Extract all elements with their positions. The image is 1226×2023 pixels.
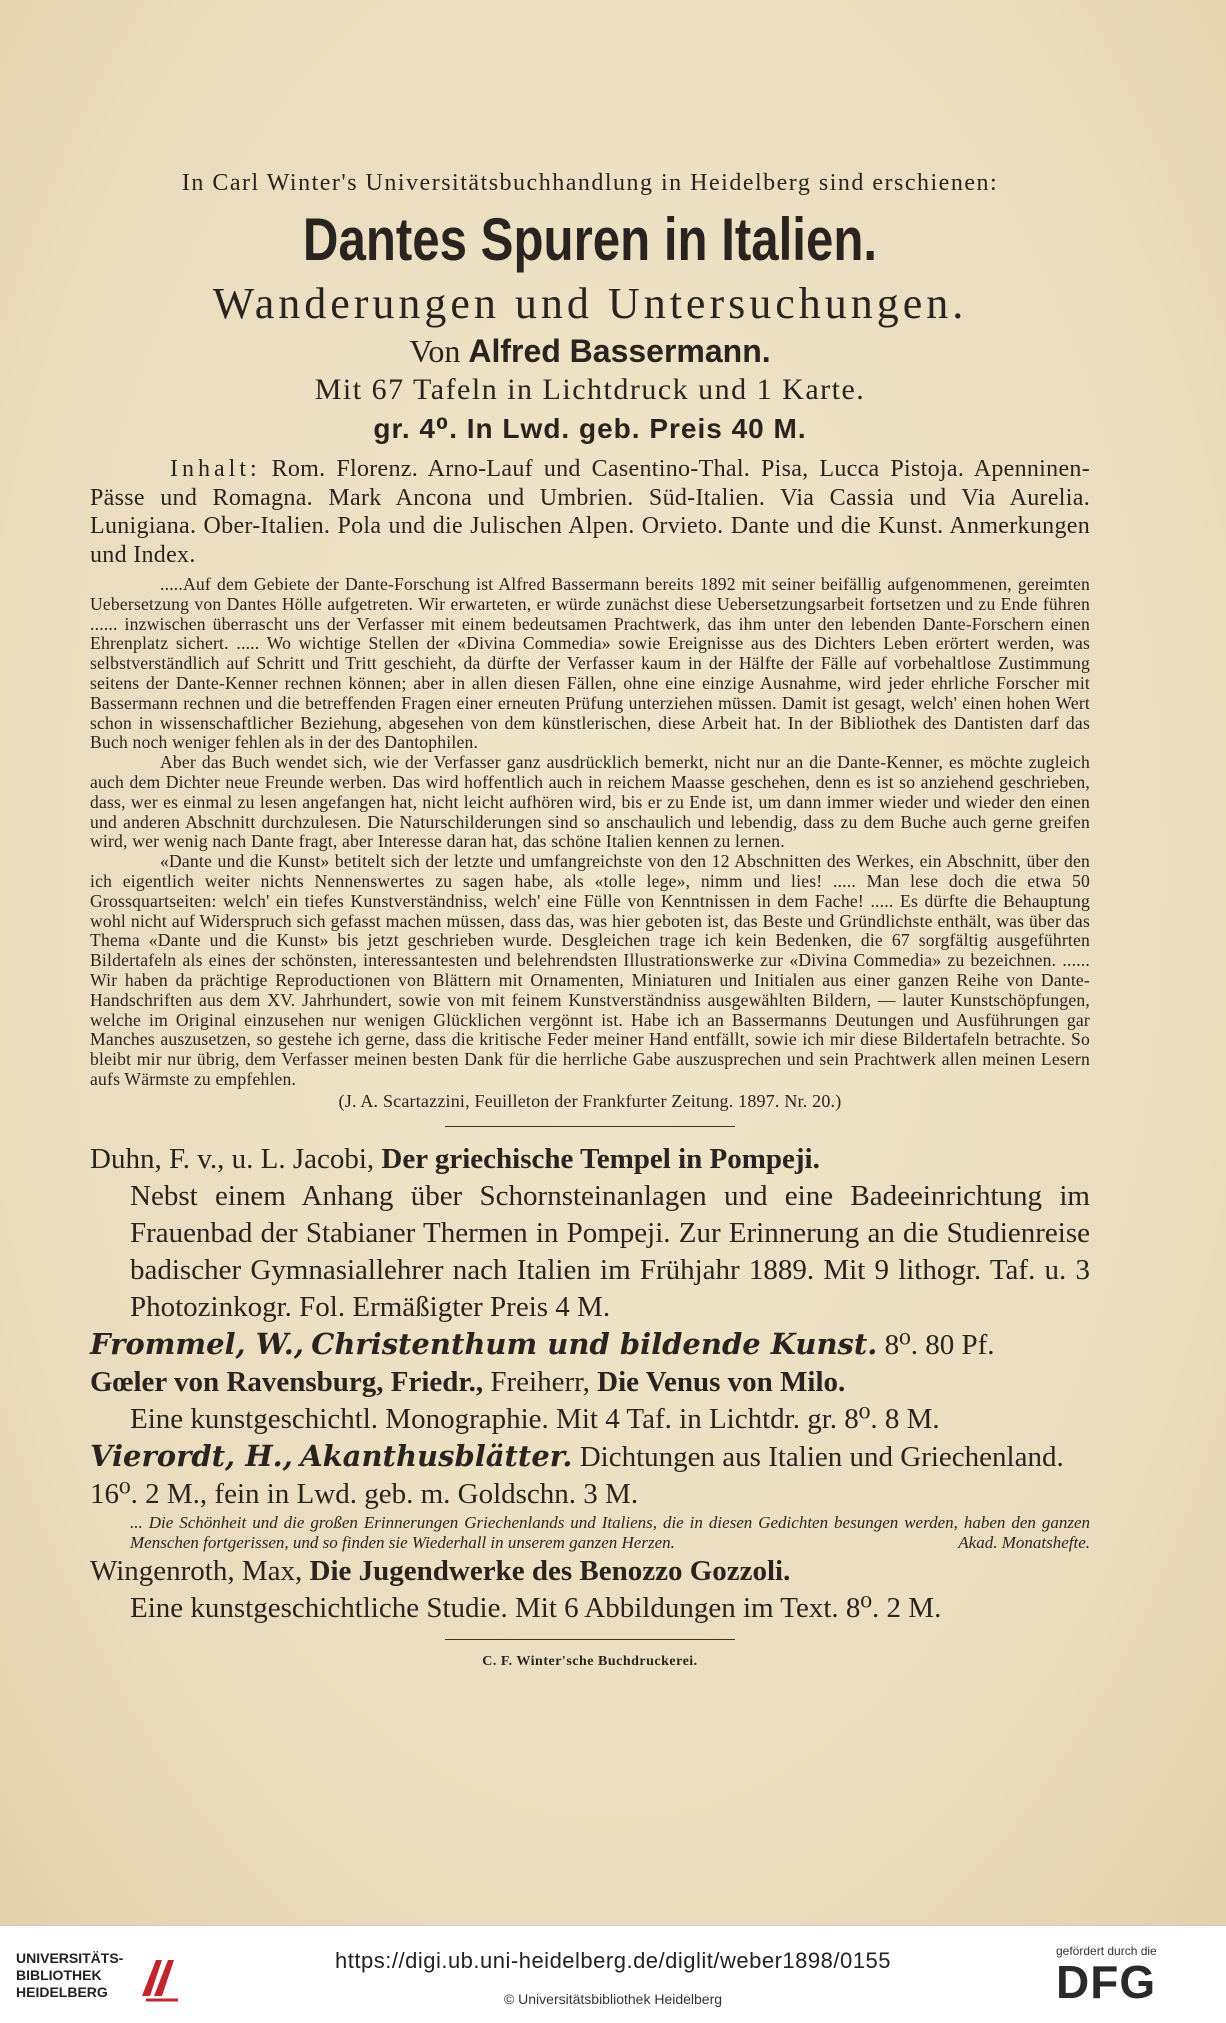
- entry-title: Christenthum und bildende Kunst.: [311, 1326, 878, 1361]
- entry-title: Die Jugendwerke des Benozzo Gozzoli.: [309, 1554, 791, 1587]
- entry-author: Vierordt, H.,: [90, 1438, 293, 1473]
- publisher-intro: In Carl Winter's Universitätsbuchhandlung in Heidelberg sind erschienen:: [181, 170, 999, 196]
- entry-author-extra: Freiherr,: [490, 1365, 590, 1398]
- entry-duhn: [90, 1141, 1090, 1326]
- entry-goeler: [90, 1364, 1090, 1438]
- contents-label: Inhalt:: [170, 456, 261, 482]
- review-paragraph-3: «Dante und die Kunst» betitelt sich der letzte und umfangreichste von den 12 Abschnitten des Werkes, ein Abschnitt, über den ich eigentlich weiter nichts Nennenswertes zu sagen habe, als «tolle lege», nimm und lies! ..... Man lese doch die etwa 50 Grossquartseiten: welch' ein tiefes Kunstverständniss, welch' eine Fülle von Kenntnissen in dem Fache! ..... Es dürfte die Behauptung wohl nicht auf Widerspruch sich gefasst machen müssen, dass das, was hier geboten ist, das Beste und Gründlichste enthält, was über das Thema «Dante und die Kunst» bis jetzt geschrieben wurde. Desgleichen trage ich kein Bedenken, die 67 sorgfältig ausgeführten Bildertafeln als eines der schönsten, interessantesten und belehrendsten Illustrationswerke zur «Divina Commedia» zu bezeichnen. ...... Wir haben da prächtige Reproductionen von Blättern mit Ornamenten, Miniaturen und Initialen aus einer ganzen Reihe von Dante-Handschriften aus dem XV. Jahrhundert, sowie von mit feinem Kunstverständniss ausgewählten Bildern, — lauter Kunstschöpfungen, welche im Original einzusehen nur wenigen Glücklichen vergönnt ist. Habe ich an Bassermanns Deutungen und Ausführungen gar Manches auszusetzen, so gestehe ich gerne, dass die kritische Feder meiner Hand entfällt, sowie ich mir diese Bildertafeln betrachte. So bleibt mir nur übrig, dem Verfasser meinen besten Dank für die herrliche Gabe auszusprechen und sein Prachtwerk allen meinen Lesern aufs Wärmste zu empfehlen.: [90, 851, 1090, 1089]
- entry-details: Eine kunstgeschichtl. Monographie. Mit 4 Taf. in Lichtdr. gr. 8⁰. 8 M.: [130, 1402, 940, 1435]
- book-title: Dantes Spuren in Italien.: [302, 206, 878, 273]
- entry-details: Dichtungen aus Italien und Griechenland. 16⁰. 2 M., fein in Lwd. geb. m. Goldschn. 3 M.: [90, 1440, 1064, 1510]
- price-info: gr. 4⁰. In Lwd. geb. Preis 40 M.: [373, 413, 807, 444]
- entry-quote: [90, 1513, 1090, 1553]
- library-line-1: UNIVERSITÄTS-: [16, 1950, 124, 1966]
- review-paragraph-2: Aber das Buch wendet sich, wie der Verfasser ganz ausdrücklich bemerkt, nicht nur an die Dante-Kenner, es möchte zugleich auch dem Dichter neue Freunde werben. Das wird hoffentlich auch in reichem Maasse geschehen, denn es ist so anziehend geschrieben, dass, wer es einmal zu lesen angefangen hat, nicht leicht aufhören wird, bis er zu Ende ist, um dann immer wieder und wieder den einen und anderen Abschnitt durchzulesen. Die Naturschilderungen sind so anschaulich und lebendig, dass zu dem Buche auch gerne greifen wird, wer wenig nach Dante fragt, aber Interesse daran hat, das schöne Italien kennen zu lernen.: [90, 752, 1090, 852]
- library-line-3: HEIDELBERG: [16, 1984, 108, 2000]
- entry-vierordt: [90, 1438, 1090, 1553]
- entry-vierordt-head: [90, 1438, 1090, 1513]
- review-block: [90, 575, 1090, 1112]
- page-content: [90, 170, 1090, 1670]
- entry-author: Duhn, F. v., u. L. Jacobi,: [90, 1142, 375, 1175]
- viewer-footer: [0, 1925, 1226, 2023]
- contents-text: Rom. Florenz. Arno-Lauf und Casentino-Thal. Pisa, Lucca Pistoja. Apenninen-Pässe und Romagna. Mark Ancona und Umbrien. Süd-Italien. Via Cassia und Via Aurelia. Lunigiana. Ober-Italien. Pola und die Julischen Alpen. Orvieto. Dante und die Kunst. Anmerkungen und Index.: [90, 456, 1090, 568]
- entry-goeler-head: [90, 1364, 1090, 1401]
- entry-details: Eine kunstgeschichtliche Studie. Mit 6 Abbildungen im Text. 8⁰. 2 M.: [130, 1591, 942, 1624]
- funding-label: gefördert durch die: [1056, 1944, 1157, 1958]
- author-name: Alfred Bassermann.: [468, 333, 771, 369]
- review-paragraph-1: .....Auf dem Gebiete der Dante-Forschung ist Alfred Bassermann bereits 1892 mit seiner beifällig aufgenommenen, gereimten Uebersetzung von Dantes Hölle aufgetreten. Wir erwarteten, er würde zunächst diese Uebersetzungsarbeit fortsetzen und zu Ende führen ...... inzwischen überrascht uns der Verfasser mit einem bedeutsamen Prachtwerk, das ihm unter den lebenden Dante-Forschern einen Ehrenplatz sichert. ..... Wo wichtige Stellen der «Divina Commedia» sowie Ereignisse aus des Dichters Leben erörtert werden, was selbstverständlich auf Schritt und Tritt geschieht, da dürfte der Verfasser kaum in der Hälfte der Fälle auf vorbehaltlose Zustimmung seitens der Dante-Kenner rechnen können; aber in allen diesen Fällen, ohne eine einzige Ausnahme, wird jeder ehrliche Forscher mit Bassermann rechnen und die betreffenden Fragen einer erneuten Prüfung unterziehen müssen. Damit ist gesagt, welch' einen hohen Wert schon in wissenschaftlicher Beziehung, abgesehen von dem künstlerischen, diese Arbeit hat. In der Bibliothek des Dantisten darf das Buch noch weniger fehlen als in der des Dantophilen.: [90, 574, 1090, 753]
- plates-info: Mit 67 Tafeln in Lichtdruck und 1 Karte.: [314, 373, 866, 406]
- entry-details: 8⁰. 80 Pf.: [884, 1328, 995, 1361]
- printer-imprint: C. F. Winter'sche Buchdruckerei.: [482, 1653, 698, 1669]
- printer-divider: [445, 1639, 735, 1640]
- book-author-line: [90, 331, 1090, 371]
- entry-wingenroth: [90, 1553, 1090, 1627]
- title-wrap: [90, 205, 1090, 275]
- entry-duhn-head: [90, 1141, 1090, 1178]
- entry-wingenroth-head: [90, 1553, 1090, 1590]
- entry-author: Frommel, W.,: [90, 1326, 304, 1361]
- copyright-notice: © Universitätsbibliothek Heidelberg: [503, 1991, 723, 2007]
- entry-details: Nebst einem Anhang über Schornsteinanlagen und eine Badeeinrichtung im Frauenbad der Stabianer Thermen in Pompeji. Zur Erinnerung an die Studienreise badischer Gymnasiallehrer nach Italien im Frühjahr 1889. Mit 9 lithogr. Taf. u. 3 Photozinkogr. Fol. Ermäßigter Preis 4 M.: [130, 1179, 1090, 1323]
- quote-source: Akad. Monatshefte.: [958, 1532, 1090, 1552]
- entry-title: Akanthusblätter.: [300, 1438, 573, 1473]
- author-prefix: Von: [409, 333, 461, 369]
- entry-title: Der griechische Tempel in Pompeji.: [381, 1142, 820, 1175]
- book-subtitle: Wanderungen und Untersuchungen.: [212, 279, 968, 328]
- contents-paragraph: [90, 455, 1090, 569]
- review-signature: (J. A. Scartazzini, Feuilleton der Frankfurter Zeitung. 1897. Nr. 20.): [338, 1090, 842, 1111]
- dfg-logo[interactable]: [1056, 1944, 1206, 2006]
- quote-text: ... Die Schönheit und die großen Erinnerungen Griechenlands und Italiens, die in diesen Gedichten besungen werden, haben den ganzen Menschen fortgerissen, und so finden sie Wiederhall in unserem ganzen Herzen.: [130, 1512, 1090, 1552]
- entry-author: Wingenroth, Max,: [90, 1554, 303, 1587]
- funding-logo-text: DFG: [1056, 1956, 1157, 2008]
- entry-title: Die Venus von Milo.: [597, 1365, 846, 1398]
- entry-frommel: [90, 1326, 1090, 1364]
- page-permalink[interactable]: https://digi.ub.uni-heidelberg.de/diglit/weber1898/0155: [335, 1948, 891, 1973]
- section-divider: [445, 1126, 735, 1127]
- library-line-2: BIBLIOTHEK: [16, 1967, 102, 1983]
- entry-author: Gœler von Ravensburg, Friedr.,: [90, 1365, 484, 1398]
